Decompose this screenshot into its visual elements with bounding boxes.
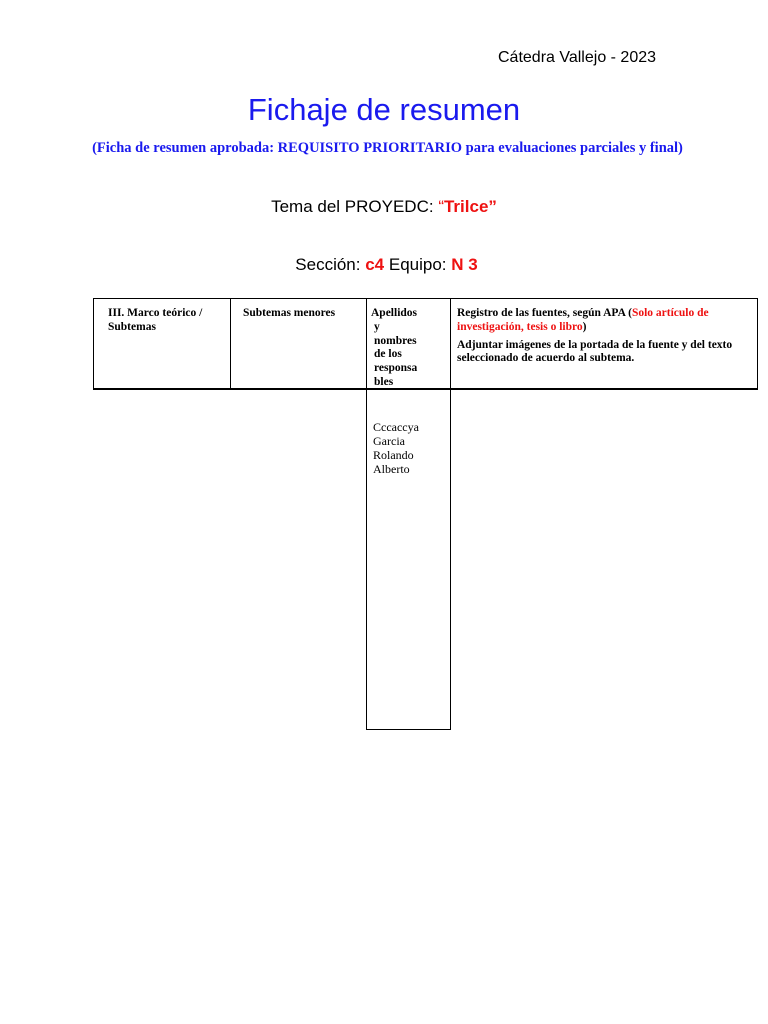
column-divider	[450, 299, 451, 388]
responsable-name-part: Alberto	[373, 462, 410, 476]
seccion-line	[0, 255, 768, 275]
tema-line	[0, 197, 768, 217]
institution-header: Cátedra Vallejo - 2023	[498, 49, 657, 66]
header-responsables	[371, 307, 449, 390]
header-responsables-line: responsa	[374, 362, 418, 375]
responsable-name-part: Rolando	[373, 448, 414, 462]
registro-line-2: Adjuntar imágenes de la portada de la fuente y del texto seleccionado de acuerdo al subtema.	[457, 338, 733, 365]
registro-close-paren: )	[582, 320, 587, 333]
summary-table-header	[93, 298, 758, 390]
equipo-value: N 3	[451, 255, 478, 274]
responsable-name-part: Cccaccya	[373, 420, 419, 434]
header-responsables-line: Apellidos	[371, 307, 418, 319]
header-registro-fuentes	[457, 307, 752, 366]
header-responsables-line: de los	[374, 348, 402, 361]
seccion-value: c4	[365, 255, 385, 274]
tema-open-quote: “	[438, 197, 444, 216]
page-title: Fichaje de resumen	[247, 92, 521, 127]
header-responsables-line: y	[374, 320, 380, 333]
column-divider	[230, 299, 231, 388]
header-marco-teorico: III. Marco teórico / Subtemas	[108, 307, 203, 333]
tema-label: Tema del PROYEDC:	[271, 197, 439, 216]
tema-value: Trilce”	[443, 197, 497, 216]
registro-line-1	[457, 307, 752, 335]
column-divider	[366, 299, 367, 388]
page-subtitle: (Ficha de resumen aprobada: REQUISITO PRIORITARIO para evaluaciones parciales y final)	[92, 140, 683, 156]
responsable-name-part: Garcia	[373, 434, 405, 448]
registro-text: Registro de las fuentes, según APA (	[457, 307, 632, 319]
header-responsables-line: nombres	[374, 334, 417, 347]
responsables-list	[373, 420, 419, 476]
seccion-label: Sección:	[295, 255, 366, 274]
registro-red-text: Solo artículo de investigación, tesis o libro	[457, 307, 709, 333]
header-subtemas-menores: Subtemas menores	[243, 307, 336, 319]
header-responsables-line: bles	[374, 375, 394, 388]
equipo-label: Equipo:	[384, 255, 452, 274]
